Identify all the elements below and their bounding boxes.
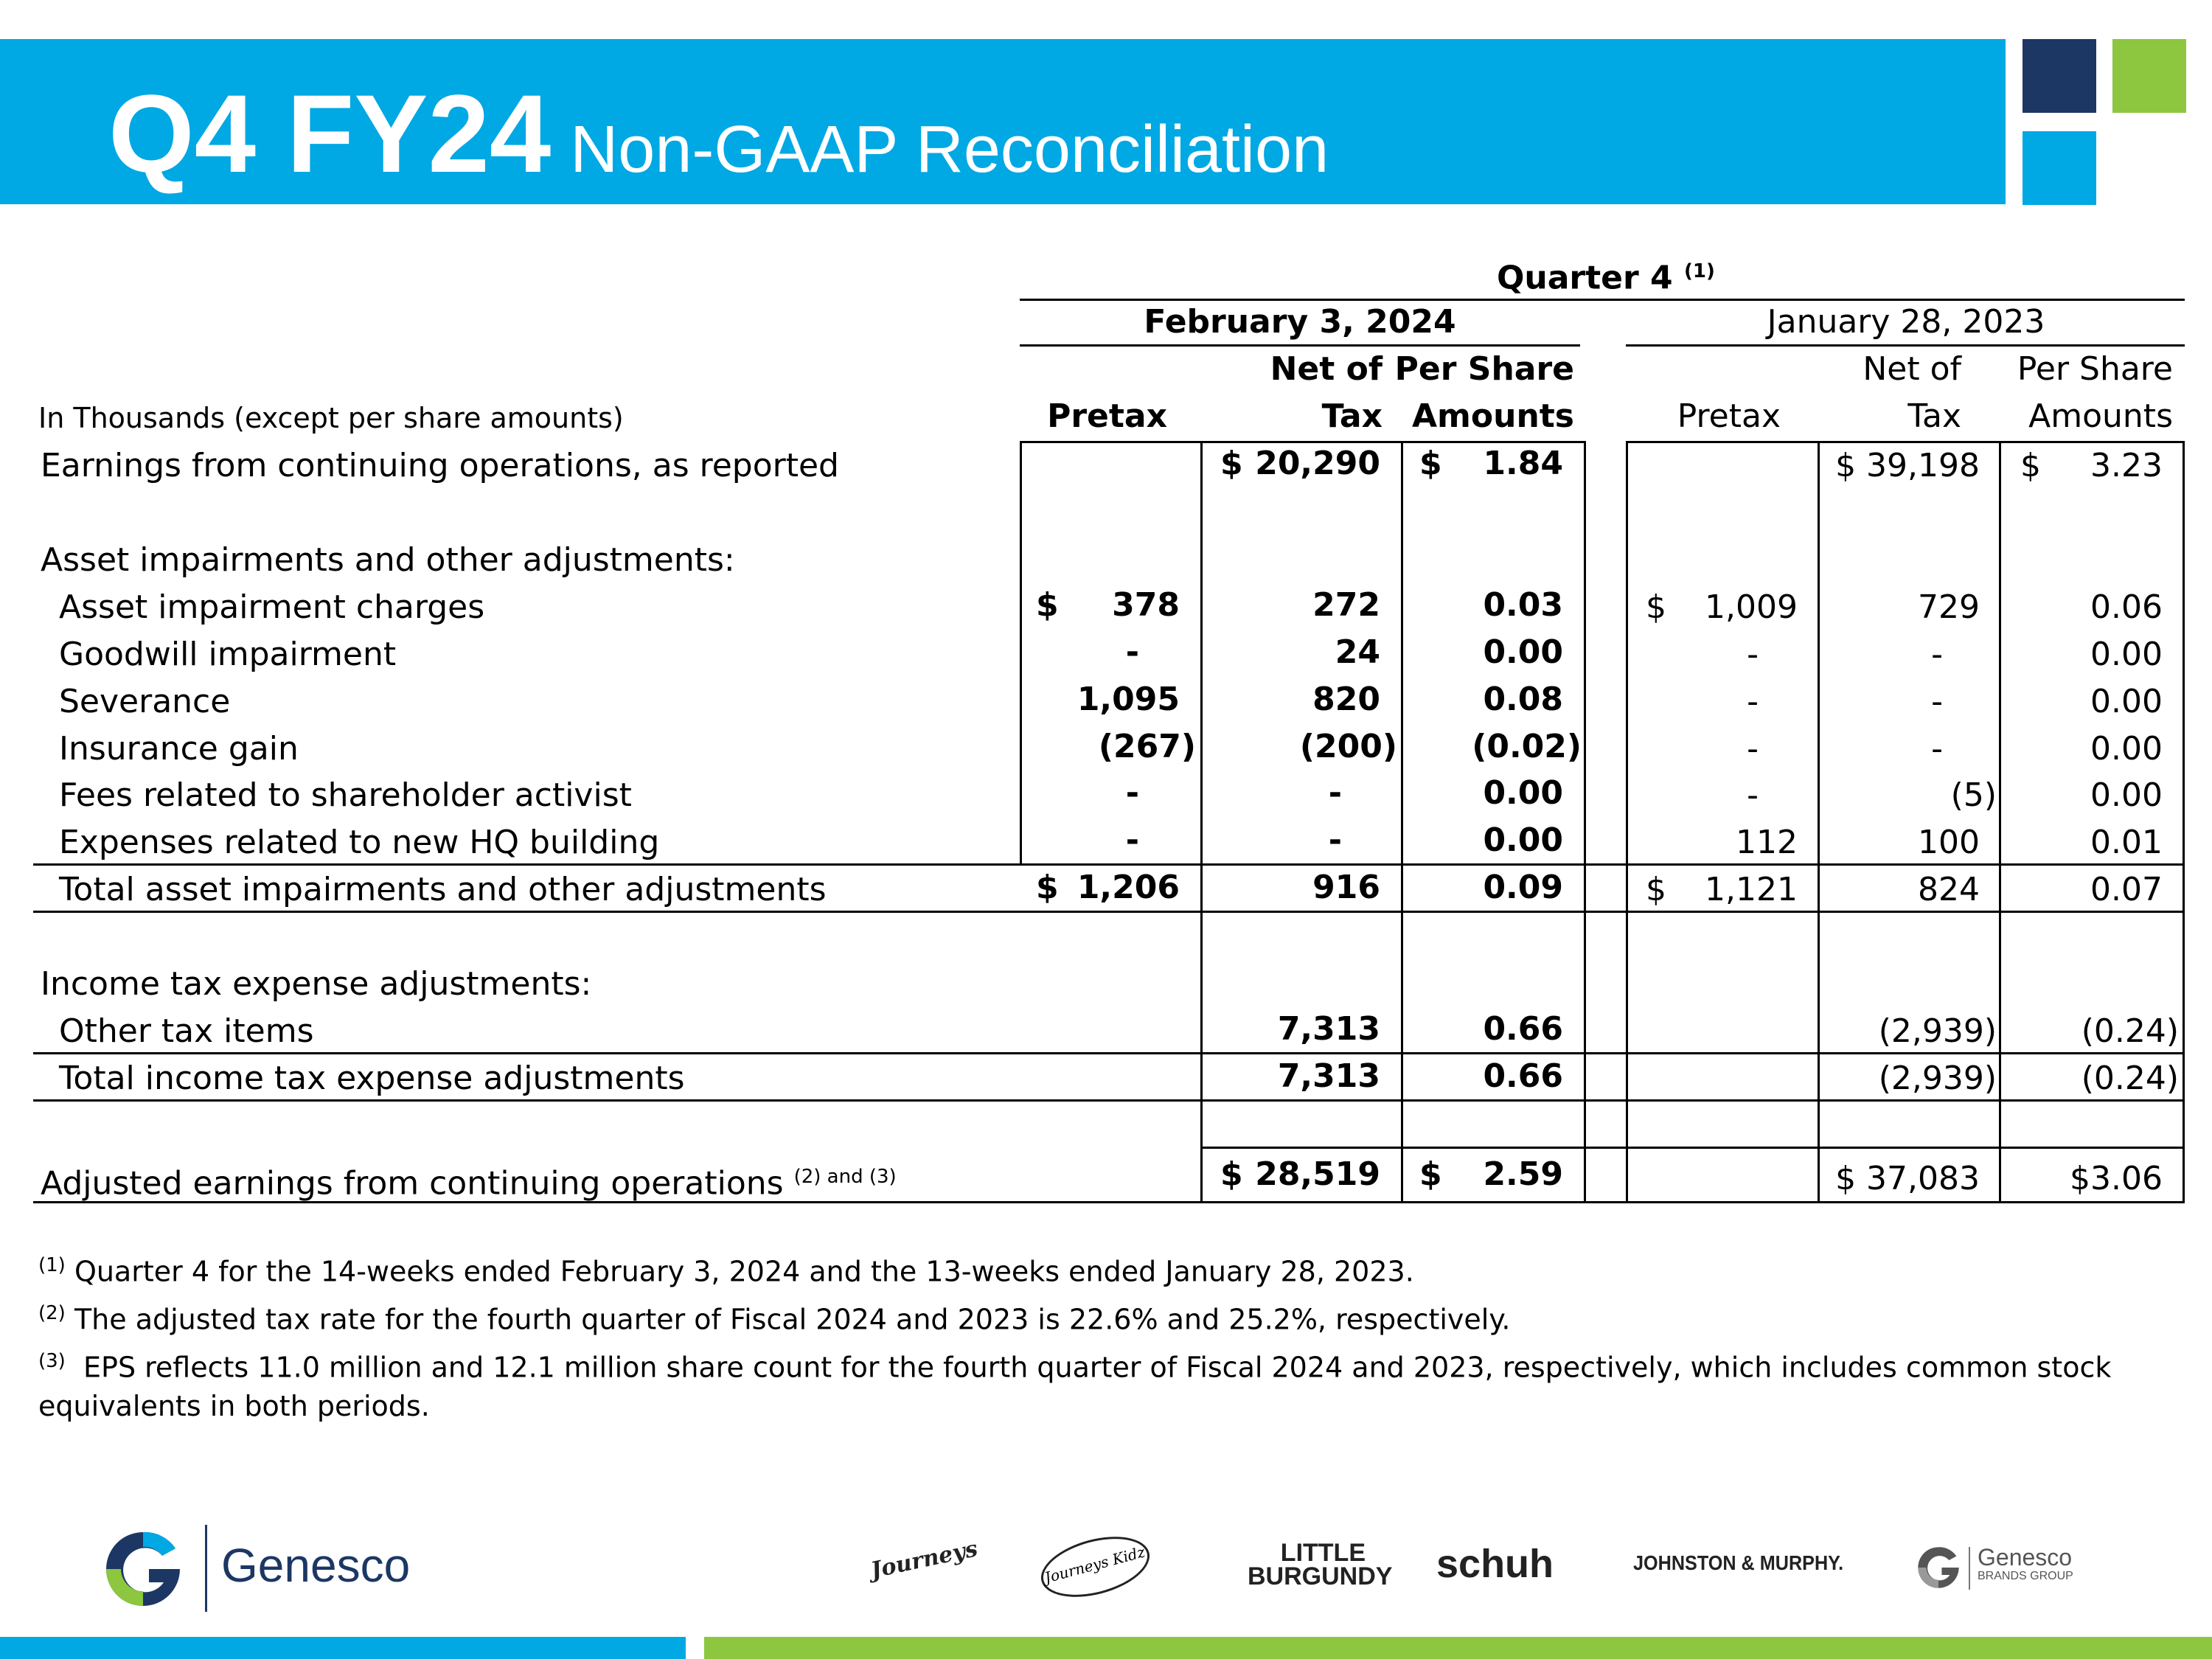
cell-s2: 0.00 bbox=[2090, 776, 2163, 814]
vline-2 bbox=[1200, 441, 1203, 1203]
schuh-logo: schuh bbox=[1436, 1542, 1554, 1586]
rule-total-adj-bottom bbox=[33, 911, 2185, 913]
cell-p1: - bbox=[1125, 633, 1139, 671]
cell-n2: 824 bbox=[1918, 871, 1980, 908]
cell-n1: - bbox=[1328, 821, 1342, 859]
cell-s1: 2.59 bbox=[1483, 1155, 1563, 1193]
currency-symbol: $ bbox=[1646, 871, 1666, 908]
col-ps-header-1a: Per Share bbox=[1394, 350, 1574, 388]
journeys-kidz-text: Journeys Kidz bbox=[1043, 1543, 1147, 1587]
currency-symbol: $ bbox=[1220, 1155, 1243, 1193]
col-ps-header-1b: Amounts bbox=[1412, 397, 1574, 435]
cell-p1: 378 bbox=[1112, 586, 1180, 624]
footnote-2: $^{(2)}$ The adjusted tax rate for the fourth quarter of Fiscal 2024 and 2023 is 22.6% and 25.2%, respectively. bbox=[38, 1302, 1511, 1336]
cell-p2: 1,121 bbox=[1705, 871, 1798, 908]
cell-n1: 272 bbox=[1312, 586, 1380, 624]
logo-divider bbox=[205, 1525, 207, 1612]
cell-n1: 24 bbox=[1335, 633, 1380, 671]
row-label-severance: Severance bbox=[59, 683, 231, 720]
col-net-header-2b: Tax bbox=[1907, 397, 1961, 435]
currency-symbol: $ bbox=[1220, 445, 1243, 482]
cell-n2: - bbox=[1931, 683, 1943, 720]
rule-period1 bbox=[1020, 344, 1580, 347]
burgundy-text: BURGUNDY bbox=[1248, 1562, 1393, 1590]
cell-p1: 1,095 bbox=[1077, 681, 1180, 718]
cell-p2: - bbox=[1747, 730, 1759, 768]
col-net-header-1b: Tax bbox=[1321, 397, 1382, 435]
col-pretax-header-1: Pretax bbox=[1047, 397, 1167, 435]
cell-n1: 7,313 bbox=[1277, 1057, 1380, 1095]
vline-4 bbox=[1584, 441, 1586, 1203]
cell-s1: 0.66 bbox=[1483, 1057, 1563, 1095]
gbg-divider bbox=[1969, 1547, 1970, 1590]
rule-adjusted-top bbox=[1200, 1147, 2185, 1149]
cell-p1: 1,206 bbox=[1077, 869, 1180, 906]
currency-symbol: $ bbox=[1419, 445, 1442, 482]
row-label-total-tax: Total income tax expense adjustments bbox=[59, 1060, 685, 1097]
rule-body-top-1 bbox=[1020, 441, 1586, 443]
period1-header: February 3, 2024 bbox=[1144, 303, 1456, 341]
row-label-tax-section: Income tax expense adjustments: bbox=[41, 965, 592, 1003]
col-net-header-2a: Net of bbox=[1863, 350, 1961, 388]
genesco-logo-icon bbox=[102, 1528, 184, 1610]
cell-s2: 0.00 bbox=[2090, 683, 2163, 720]
vline-1 bbox=[1020, 441, 1022, 865]
cell-p2: - bbox=[1747, 683, 1759, 720]
genesco-brands-group-icon bbox=[1916, 1545, 1961, 1590]
cell-n2: - bbox=[1931, 730, 1943, 768]
cell-s2: (0.24) bbox=[2081, 1012, 2179, 1050]
rule-period2 bbox=[1626, 344, 2185, 347]
currency-symbol: $ bbox=[1036, 586, 1059, 624]
cell-s1: 0.66 bbox=[1483, 1010, 1563, 1048]
cell-s1: 0.03 bbox=[1483, 586, 1563, 624]
row-label-goodwill: Goodwill impairment bbox=[59, 636, 397, 673]
cell-s1: 0.00 bbox=[1483, 633, 1563, 671]
currency-symbol: $ bbox=[1419, 1155, 1442, 1193]
cell-s2: 0.00 bbox=[2090, 636, 2163, 673]
cell-n2: (2,939) bbox=[1878, 1012, 1997, 1050]
decor-square-navy bbox=[2023, 39, 2096, 113]
footnote-3: $^{(3)}$ EPS reflects 11.0 million and 12.1 million share count for the fourth quarter of Fiscal 2024 and 2023, respectively, which includes common stock bbox=[38, 1350, 2112, 1384]
row-label-hq: Expenses related to new HQ building bbox=[59, 824, 660, 861]
gbg-sub: BRANDS GROUP bbox=[1978, 1570, 2073, 1582]
genesco-wordmark: Genesco bbox=[221, 1539, 411, 1592]
cell-n2: (2,939) bbox=[1878, 1060, 1997, 1097]
johnston-murphy-logo: JOHNSTON & MURPHY. bbox=[1633, 1551, 1844, 1574]
title-main: Q4 FY24 bbox=[108, 72, 552, 195]
cell-n2: $ 37,083 bbox=[1835, 1160, 1980, 1197]
col-net-header-1a: Net of bbox=[1270, 350, 1382, 388]
currency-symbol: $ bbox=[2020, 447, 2041, 484]
cell-s2: 0.00 bbox=[2090, 730, 2163, 768]
cell-n1: 7,313 bbox=[1277, 1010, 1380, 1048]
little-text: LITTLE bbox=[1280, 1539, 1366, 1567]
row-label-other-tax: Other tax items bbox=[59, 1012, 314, 1050]
rule-total-tax-bottom bbox=[33, 1099, 2185, 1102]
cell-s1: 0.08 bbox=[1483, 681, 1563, 718]
cell-s2: 0.01 bbox=[2090, 824, 2163, 861]
cell-p2: 1,009 bbox=[1705, 588, 1798, 626]
vline-8 bbox=[2183, 441, 2185, 1203]
row-label-activist: Fees related to shareholder activist bbox=[59, 776, 632, 814]
genesco-brands-group-logo bbox=[1978, 1545, 2073, 1584]
cell-n2: - bbox=[1931, 636, 1943, 673]
rule-total-adj-top bbox=[33, 863, 2185, 866]
vline-5 bbox=[1626, 441, 1628, 1203]
col-ps-header-2a: Per Share bbox=[2017, 350, 2173, 388]
footnote-3-cont: equivalents in both periods. bbox=[38, 1390, 430, 1422]
decor-square-blue bbox=[2023, 131, 2096, 205]
page-title bbox=[108, 70, 1329, 198]
cell-s2: 0.06 bbox=[2090, 588, 2163, 626]
cell-p1: - bbox=[1125, 774, 1139, 812]
cell-s1: 0.09 bbox=[1483, 869, 1563, 906]
row-label-total-adj: Total asset impairments and other adjustments bbox=[59, 871, 827, 908]
journeys-kidz-logo bbox=[1034, 1526, 1156, 1608]
quarter-header: Quarter 4 $^{(1)}$ bbox=[1497, 259, 1715, 297]
row-label-reported: Earnings from continuing operations, as reported bbox=[41, 447, 839, 484]
gbg-name: Genesco bbox=[1978, 1544, 2073, 1571]
cell-p2: - bbox=[1747, 636, 1759, 673]
cell-s1: 1.84 bbox=[1483, 445, 1563, 482]
cell-s1: 0.00 bbox=[1483, 774, 1563, 812]
rule-total-tax-top bbox=[33, 1052, 2185, 1054]
currency-symbol: $ bbox=[1646, 588, 1666, 626]
rule-body-top-2 bbox=[1626, 441, 2185, 443]
cell-n1: 820 bbox=[1312, 681, 1380, 718]
cell-n2: 729 bbox=[1918, 588, 1980, 626]
cell-p1: (267) bbox=[1098, 728, 1196, 765]
decor-square-green bbox=[2112, 39, 2186, 113]
cell-s1: (0.02) bbox=[1472, 728, 1582, 765]
cell-s2: $3.06 bbox=[2070, 1160, 2163, 1197]
cell-n1: 916 bbox=[1312, 869, 1380, 906]
cell-n1: 20,290 bbox=[1255, 445, 1380, 482]
cell-n2: (5) bbox=[1950, 776, 1997, 814]
cell-s2: 0.07 bbox=[2090, 871, 2163, 908]
journeys-logo: Journeys bbox=[868, 1536, 981, 1584]
row-label-adjusted: Adjusted earnings from continuing operations $^{(2) and (3)}$ bbox=[41, 1164, 897, 1203]
row-label-insurance: Insurance gain bbox=[59, 730, 299, 768]
currency-symbol: $ bbox=[1036, 869, 1059, 906]
cell-s2: 3.23 bbox=[2090, 447, 2163, 484]
cell-n2: 100 bbox=[1918, 824, 1980, 861]
little-burgundy-logo bbox=[1248, 1539, 1393, 1590]
cell-n1: (200) bbox=[1299, 728, 1397, 765]
cell-n1: 28,519 bbox=[1255, 1155, 1380, 1193]
vline-3 bbox=[1401, 441, 1403, 1203]
row-label-asset-impairment: Asset impairment charges bbox=[59, 588, 485, 626]
col-pretax-header-2: Pretax bbox=[1677, 397, 1781, 435]
col-ps-header-2b: Amounts bbox=[2028, 397, 2173, 435]
cell-p1: - bbox=[1125, 821, 1139, 859]
units-label: In Thousands (except per share amounts) bbox=[38, 402, 624, 434]
footer-bar-blue bbox=[0, 1637, 686, 1659]
vline-7 bbox=[1999, 441, 2001, 1203]
cell-p2: 112 bbox=[1736, 824, 1798, 861]
footnote-1: $^{(1)}$ Quarter 4 for the 14-weeks ended February 3, 2024 and the 13-weeks ended January 28, 2023. bbox=[38, 1254, 1414, 1288]
cell-n2: $ 39,198 bbox=[1835, 447, 1980, 484]
cell-p2: - bbox=[1747, 776, 1759, 814]
title-sub: Non-GAAP Reconciliation bbox=[570, 113, 1329, 187]
period2-header: January 28, 2023 bbox=[1767, 303, 2045, 341]
cell-s2: (0.24) bbox=[2081, 1060, 2179, 1097]
footer-bar-green bbox=[704, 1637, 2212, 1659]
vline-6 bbox=[1818, 441, 1820, 1203]
cell-n1: - bbox=[1328, 774, 1342, 812]
row-label-asset-section: Asset impairments and other adjustments: bbox=[41, 541, 735, 579]
cell-s1: 0.00 bbox=[1483, 821, 1563, 859]
rule-quarter bbox=[1020, 299, 2185, 301]
